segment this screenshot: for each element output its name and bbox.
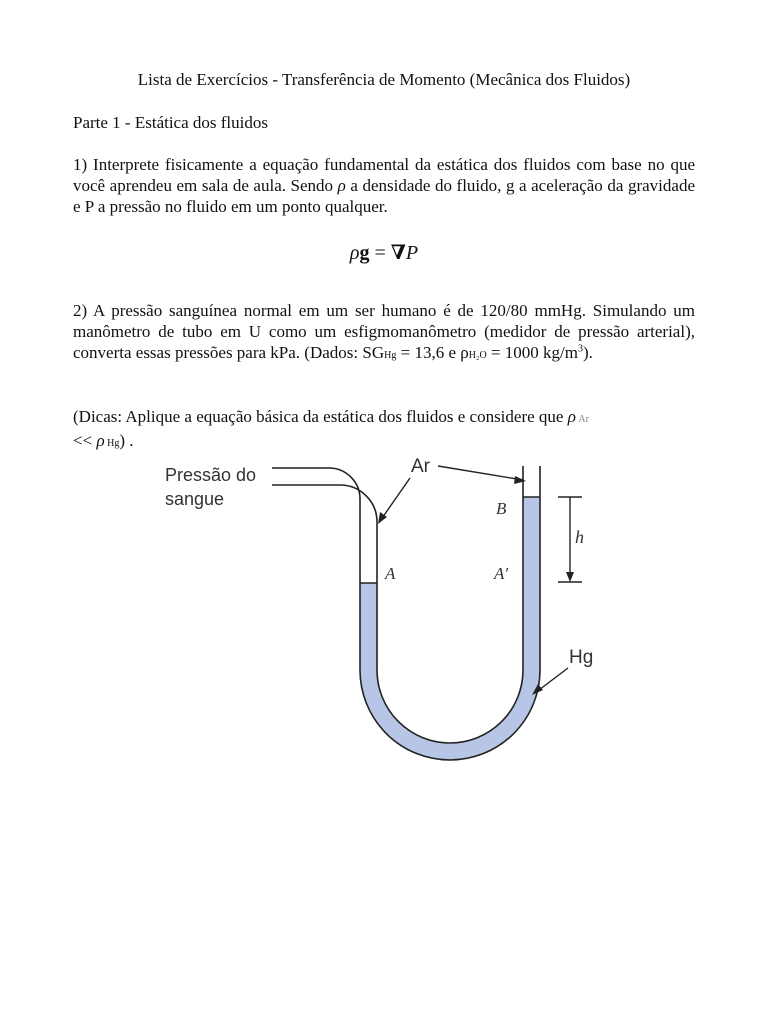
- point-a-prime-label: A′: [494, 564, 509, 583]
- document-title: Lista de Exercícios - Transferência de Momento (Mecânica dos Fluidos): [137, 70, 631, 89]
- pressure-label-line1: Pressão do: [165, 465, 257, 485]
- point-b-label: B: [496, 499, 507, 518]
- question-1: 1) Interprete fisicamente a equação fundamental da estática dos fluidos com base no que você aprendeu em sala de aula. Sendo ρ a densidade do fluido, g a aceleração da gravidade e P a pressão no fluido em um ponto qualquer.: [73, 155, 695, 216]
- hint-paragraph: (Dicas: Aplique a equação básica da estática dos fluidos e considere que ρ Ar << ρ Hg) .: [73, 407, 589, 450]
- height-h-label: h: [575, 527, 584, 547]
- pressure-label-line2: sangue: [165, 489, 225, 509]
- mercury-column: [360, 497, 540, 760]
- hydrostatic-equation: ρg = ∇P: [349, 242, 419, 264]
- question-2: 2) A pressão sanguínea normal em um ser humano é de 120/80 mmHg. Simulando um manômetro de tubo em U como um esfigmomanômetro (medidor de pressão arterial), converta essas pressões para kPa. (Dados: SGHg = 13,6 e ρH₂O = 1000 $kg/m^3$).: [73, 301, 695, 362]
- part-heading: Parte 1 - Estática dos fluidos: [73, 113, 268, 132]
- point-a-label: A: [385, 564, 396, 583]
- tube-inner-wall: [272, 466, 523, 743]
- mercury-label: Hg: [569, 647, 594, 668]
- air-label: Ar: [411, 456, 430, 477]
- rho-symbol: ρ: [337, 176, 346, 195]
